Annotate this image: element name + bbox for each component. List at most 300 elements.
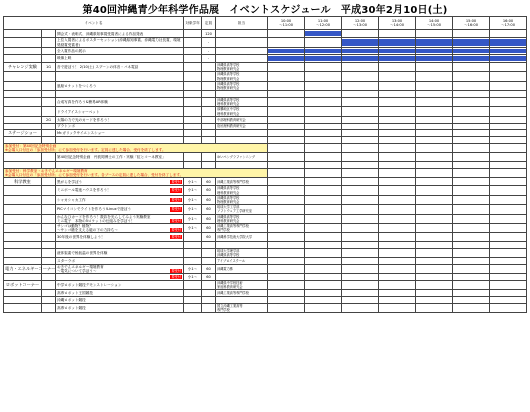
- target-grade: [184, 281, 202, 290]
- organizer: 沖縄県高等学校 物理教育研究会: [216, 195, 268, 204]
- organizer: 沖縄県中学校技術 家庭科教育研究会: [216, 281, 268, 290]
- time-slot: [416, 195, 453, 204]
- target-grade: [184, 153, 202, 161]
- time-slot: [342, 178, 379, 186]
- organizer: [216, 30, 268, 38]
- time-slot: [305, 54, 342, 62]
- time-slot: [416, 62, 453, 71]
- time-slot: [342, 123, 379, 130]
- schedule-row: [4, 38, 527, 47]
- time-slot: [490, 248, 527, 257]
- time-slot: [305, 168, 342, 177]
- time-slot: [268, 161, 305, 168]
- category-cell: [4, 297, 42, 304]
- group-cell: [42, 91, 56, 98]
- time-slot: [379, 54, 416, 62]
- schedule-row: [4, 116, 527, 123]
- group-cell: [42, 297, 56, 304]
- time-slot: [268, 290, 305, 297]
- time-slot: [490, 81, 527, 90]
- event-name: 第40回記念特別企画 丹波岡博士の工作・実験「虹とコーネ教室」: [56, 153, 184, 161]
- category-cell: [4, 38, 42, 47]
- time-slot: [268, 224, 305, 233]
- header-slot: 14:00 ～15:00: [416, 17, 453, 30]
- group-cell: [42, 186, 56, 195]
- group-cell: 2G: [42, 116, 56, 123]
- time-slot: [342, 205, 379, 214]
- registration-note: 参加受付：科学教室・おきでんエネルギー環境教育 ※会場入口付近の「参加受付所」にて参加受付を行います。各ブースの定員に達した場合、受付を終了します。: [4, 168, 268, 177]
- time-slot: [416, 38, 453, 47]
- time-slot: [342, 248, 379, 257]
- event-name: 映像上映: [56, 54, 184, 62]
- time-slot: [305, 81, 342, 90]
- time-slot: [490, 153, 527, 161]
- event-name: 風船ロケットをつくろう: [56, 81, 184, 90]
- group-cell: [42, 30, 56, 38]
- time-slot: [268, 274, 305, 281]
- time-slot: [342, 304, 379, 313]
- time-slot: [490, 91, 527, 98]
- time-slot: [379, 30, 416, 38]
- schedule-row: [4, 224, 527, 233]
- schedule-row: [4, 214, 527, 223]
- organizer: 沖縄科学技術大学院大学: [216, 233, 268, 241]
- time-slot: [379, 81, 416, 90]
- time-slot: [305, 137, 342, 144]
- schedule-row: [4, 290, 527, 297]
- time-slot: [342, 137, 379, 144]
- time-slot: [416, 297, 453, 304]
- target-grade: [184, 72, 202, 81]
- time-slot: [490, 168, 527, 177]
- time-slot: [268, 81, 305, 90]
- time-slot: [379, 38, 416, 47]
- time-slot: [453, 123, 490, 130]
- schedule-row: [4, 47, 527, 54]
- time-slot: [268, 54, 305, 62]
- target-grade: [184, 161, 202, 168]
- target-grade: [184, 233, 202, 241]
- time-slot: [305, 258, 342, 265]
- capacity: [202, 297, 216, 304]
- time-slot: [342, 281, 379, 290]
- time-slot: [305, 47, 342, 54]
- time-slot: [342, 153, 379, 161]
- registration-required-badge: 要受付: [171, 235, 182, 240]
- time-slot: [379, 62, 416, 71]
- time-slot: [453, 54, 490, 62]
- time-slot: [305, 214, 342, 223]
- category-cell: [4, 54, 42, 62]
- time-slot: [268, 130, 305, 137]
- capacity: [202, 107, 216, 116]
- capacity: [202, 161, 216, 168]
- group-cell: [42, 233, 56, 241]
- target-grade: [184, 297, 202, 304]
- time-slot: [342, 214, 379, 223]
- time-slot: [342, 107, 379, 116]
- header-slot: 15:00 ～16:00: [453, 17, 490, 30]
- time-slot: [268, 281, 305, 290]
- time-slot: [342, 116, 379, 123]
- time-slot: [490, 233, 527, 241]
- group-cell: [42, 214, 56, 223]
- time-slot: [416, 224, 453, 233]
- category-cell: [4, 248, 42, 257]
- time-slot: [453, 281, 490, 290]
- time-slot: [268, 264, 305, 273]
- header-slot: 13:00 ～14:00: [379, 17, 416, 30]
- group-cell: [42, 98, 56, 107]
- time-slot: [416, 144, 453, 153]
- time-slot: [268, 91, 305, 98]
- time-slot: [453, 274, 490, 281]
- schedule-bar: [268, 56, 304, 61]
- time-slot: [453, 186, 490, 195]
- time-slot: [268, 186, 305, 195]
- time-slot: [416, 264, 453, 273]
- group-cell: [42, 54, 56, 62]
- time-slot: [342, 30, 379, 38]
- event-name: ミニポール電池ハウスを作ろう！ 要受付: [56, 186, 184, 195]
- category-cell: [4, 195, 42, 204]
- time-slot: [305, 153, 342, 161]
- capacity: 60: [202, 178, 216, 186]
- time-slot: [268, 195, 305, 204]
- time-slot: [379, 290, 416, 297]
- time-slot: [379, 186, 416, 195]
- time-slot: [453, 91, 490, 98]
- target-grade: [184, 304, 202, 313]
- schedule-bar: [490, 39, 526, 45]
- event-name: かんなひカードを作ろう！数彩を光らしてみよう実験教室 ミニ電子 本物の5ロケットの仕組みを学ぼう！ 要受付: [56, 214, 184, 223]
- time-slot: [342, 241, 379, 248]
- time-slot: [379, 72, 416, 81]
- time-slot: [268, 62, 305, 71]
- time-slot: [490, 186, 527, 195]
- schedule-row: [4, 72, 527, 81]
- time-slot: [379, 241, 416, 248]
- time-slot: [379, 248, 416, 257]
- category-cell: [4, 274, 42, 281]
- time-slot: [305, 281, 342, 290]
- category-cell: [4, 205, 42, 214]
- header-event: イベント名: [4, 17, 184, 30]
- event-name: 中学ロボット競技デモンストレーション: [56, 281, 184, 290]
- time-slot: [305, 304, 342, 313]
- time-slot: [305, 107, 342, 116]
- time-slot: [305, 241, 342, 248]
- capacity: 60: [202, 224, 216, 233]
- time-slot: [453, 248, 490, 257]
- schedule-bar: [453, 49, 489, 53]
- schedule-bar: [453, 56, 489, 61]
- category-cell: [4, 91, 42, 98]
- schedule-bar: [268, 49, 304, 53]
- time-slot: [379, 130, 416, 137]
- target-grade: [184, 123, 202, 130]
- schedule-row: [4, 153, 527, 161]
- event-name: 沖縄ロボット競技: [56, 297, 184, 304]
- time-slot: [342, 233, 379, 241]
- time-slot: [379, 224, 416, 233]
- time-slot: [268, 297, 305, 304]
- time-slot: [342, 47, 379, 54]
- time-slot: [490, 274, 527, 281]
- time-slot: [379, 214, 416, 223]
- time-slot: [416, 304, 453, 313]
- time-slot: [453, 264, 490, 273]
- time-slot: [268, 144, 305, 153]
- registration-note: 参加受付：第40回記念特別企画 ※会場入口付近の「参加受付所」にて参加受付を行います。定員に達した場合、受付を終了します。: [4, 144, 268, 153]
- schedule-bar: [342, 49, 378, 53]
- registration-required-badge: 要受付: [171, 207, 182, 212]
- time-slot: [453, 144, 490, 153]
- capacity: 60: [202, 186, 216, 195]
- schedule-bar: [379, 56, 415, 61]
- time-slot: [268, 137, 305, 144]
- time-slot: [453, 62, 490, 71]
- time-slot: [453, 137, 490, 144]
- category-cell: チャレンジ実験: [4, 62, 42, 71]
- time-slot: [416, 98, 453, 107]
- time-slot: [416, 241, 453, 248]
- schedule-bar: [490, 49, 526, 53]
- target-grade: [184, 38, 202, 47]
- category-cell: [4, 98, 42, 107]
- time-slot: [342, 264, 379, 273]
- time-slot: [379, 233, 416, 241]
- time-slot: [453, 107, 490, 116]
- group-cell: [42, 281, 56, 290]
- time-slot: [305, 224, 342, 233]
- capacity: [202, 98, 216, 107]
- target-grade: [184, 81, 202, 90]
- time-slot: [453, 241, 490, 248]
- event-name: スターラボ: [56, 258, 184, 265]
- time-slot: [416, 72, 453, 81]
- target-grade: 小1～: [184, 224, 202, 233]
- schedule-bar: [416, 56, 452, 61]
- capacity: [202, 123, 216, 130]
- time-slot: [490, 281, 527, 290]
- schedule-row: [4, 91, 527, 98]
- category-cell: [4, 47, 42, 54]
- time-slot: [342, 130, 379, 137]
- schedule-row: [4, 205, 527, 214]
- time-slot: [490, 62, 527, 71]
- time-slot: [453, 290, 490, 297]
- time-slot: [342, 38, 379, 47]
- time-slot: [490, 144, 527, 153]
- header-slot: 12:00 ～13:00: [342, 17, 379, 30]
- registration-required-badge: 要受付: [171, 188, 182, 193]
- time-slot: [416, 248, 453, 257]
- schedule-row: [4, 168, 527, 177]
- time-slot: [305, 274, 342, 281]
- time-slot: [453, 153, 490, 161]
- capacity: [202, 241, 216, 248]
- time-slot: [453, 178, 490, 186]
- time-slot: [268, 214, 305, 223]
- time-slot: [268, 304, 305, 313]
- time-slot: [490, 38, 527, 47]
- time-slot: [268, 205, 305, 214]
- time-slot: [490, 161, 527, 168]
- time-slot: [490, 264, 527, 273]
- schedule-bar: [416, 49, 452, 53]
- event-name: 30年後の世界を体験しよう！ 要受付: [56, 233, 184, 241]
- organizer: 琉球大学工学部 ソフトウェア工学研究室: [216, 205, 268, 214]
- group-cell: [42, 304, 56, 313]
- target-grade: [184, 54, 202, 62]
- time-slot: [268, 30, 305, 38]
- group-cell: [42, 130, 56, 137]
- target-grade: [184, 116, 202, 123]
- category-cell: [4, 116, 42, 123]
- target-grade: [184, 107, 202, 116]
- target-grade: [184, 62, 202, 71]
- time-slot: [379, 274, 416, 281]
- time-slot: [416, 123, 453, 130]
- time-slot: [305, 161, 342, 168]
- time-slot: [379, 123, 416, 130]
- time-slot: [490, 72, 527, 81]
- schedule-row: [4, 130, 527, 137]
- category-cell: [4, 72, 42, 81]
- organizer: [216, 91, 268, 98]
- schedule-row: [4, 186, 527, 195]
- organizer: [216, 161, 268, 168]
- schedule-bar: [305, 31, 341, 36]
- schedule-row: [4, 178, 527, 186]
- organizer: 沖縄県高等学校 物理教育研究会: [216, 81, 268, 90]
- time-slot: [305, 297, 342, 304]
- time-slot: [453, 38, 490, 47]
- time-slot: [490, 98, 527, 107]
- time-slot: [342, 161, 379, 168]
- time-slot: [342, 258, 379, 265]
- capacity: [202, 81, 216, 90]
- schedule-body: [4, 30, 527, 313]
- category-cell: [4, 137, 42, 144]
- target-grade: 小1～: [184, 214, 202, 223]
- time-slot: [305, 264, 342, 273]
- time-slot: [342, 186, 379, 195]
- schedule-row: [4, 297, 527, 304]
- time-slot: [379, 297, 416, 304]
- target-grade: [184, 130, 202, 137]
- time-slot: [379, 116, 416, 123]
- target-grade: [184, 137, 202, 144]
- organizer: ゆいペングラファンニング: [216, 153, 268, 161]
- organizer: 琉球大学理学部 沖縄県高等学校: [216, 248, 268, 257]
- capacity: -: [202, 54, 216, 62]
- schedule-row: [4, 258, 527, 265]
- capacity: [202, 130, 216, 137]
- time-slot: [268, 72, 305, 81]
- time-slot: [305, 38, 342, 47]
- organizer: 沖縄工業高等専門学校: [216, 290, 268, 297]
- time-slot: [453, 161, 490, 168]
- time-slot: [453, 297, 490, 304]
- event-name: [56, 161, 184, 168]
- capacity: -: [202, 38, 216, 47]
- schedule-row: [4, 248, 527, 257]
- time-slot: [268, 168, 305, 177]
- organizer: [216, 297, 268, 304]
- time-slot: [342, 72, 379, 81]
- capacity: 60: [202, 195, 216, 204]
- schedule-bar: [305, 56, 341, 61]
- group-cell: [42, 290, 56, 297]
- time-slot: [416, 274, 453, 281]
- event-name: 黒がらを学ぼう 要受付: [56, 178, 184, 186]
- time-slot: [305, 290, 342, 297]
- organizer: アイブロイスクール: [216, 258, 268, 265]
- event-name: 液体窒素で極低温の世界を体験: [56, 248, 184, 257]
- capacity: 120: [202, 30, 216, 38]
- time-slot: [379, 47, 416, 54]
- time-slot: [490, 224, 527, 233]
- time-slot: [268, 107, 305, 116]
- header-org: 担当: [216, 17, 268, 30]
- time-slot: [342, 168, 379, 177]
- time-slot: [379, 153, 416, 161]
- time-slot: [379, 304, 416, 313]
- event-name: シャカシャカ工作 要受付: [56, 195, 184, 204]
- time-slot: [342, 274, 379, 281]
- organizer: 沖縄工業高等専門学校 専門学校: [216, 224, 268, 233]
- organizer: [216, 130, 268, 137]
- capacity: 60: [202, 205, 216, 214]
- schedule-row: [4, 195, 527, 204]
- time-slot: [379, 178, 416, 186]
- group-cell: [42, 224, 56, 233]
- time-slot: [268, 258, 305, 265]
- time-slot: [305, 72, 342, 81]
- target-grade: 小1～: [184, 186, 202, 195]
- event-name: 上位入賞者によるポスターセッション(沖縄県知事賞、沖縄電力社長賞、環境奨励賞受賞者): [56, 38, 184, 47]
- event-name: 高専ロボット競技: [56, 304, 184, 313]
- event-name: サンゴは動物？植物？ ～サンゴ礁を支える磁の下の力持ち～ 要受付: [56, 224, 184, 233]
- schedule-bar: [416, 39, 452, 45]
- time-slot: [416, 81, 453, 90]
- event-name: 全入賞作品の展示: [56, 47, 184, 54]
- schedule-row: [4, 137, 527, 144]
- time-slot: [453, 98, 490, 107]
- organizer: 沖縄県高等学校 理科教育研究会: [216, 186, 268, 195]
- schedule-row: [4, 264, 527, 273]
- time-slot: [490, 130, 527, 137]
- organizer: 中部理科教育研究会: [216, 116, 268, 123]
- time-slot: [490, 123, 527, 130]
- time-slot: [416, 30, 453, 38]
- registration-required-badge: 要受付: [171, 179, 182, 184]
- group-cell: [42, 248, 56, 257]
- registration-required-badge: 要受付: [171, 275, 182, 280]
- time-slot: [305, 116, 342, 123]
- category-cell: [4, 224, 42, 233]
- time-slot: [416, 168, 453, 177]
- organizer: 沖縄県高等学校 理科教育研究会: [216, 98, 268, 107]
- event-name: 合成写真を作ろう&簡易AR体験: [56, 98, 184, 107]
- time-slot: [379, 161, 416, 168]
- time-slot: [453, 72, 490, 81]
- time-slot: [342, 81, 379, 90]
- organizer: 島尻理科教育研究会: [216, 123, 268, 130]
- time-slot: [416, 153, 453, 161]
